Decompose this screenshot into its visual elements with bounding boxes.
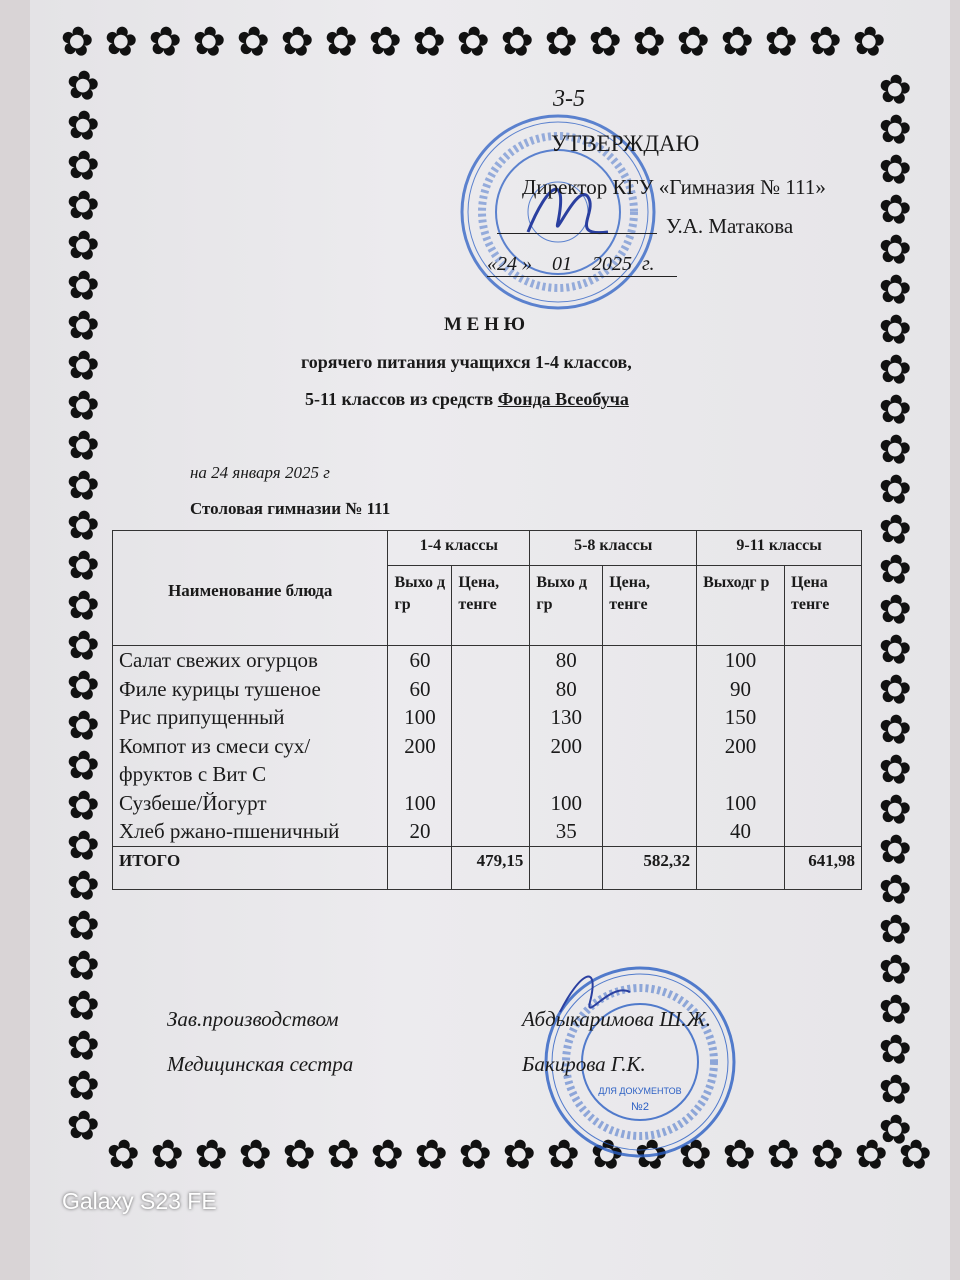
flower-ornament-icon: ✿ <box>806 1129 847 1181</box>
dish-price <box>452 646 530 675</box>
flower-ornament-icon: ✿ <box>62 620 103 672</box>
flower-ornament-icon: ✿ <box>320 16 361 68</box>
dish-price <box>785 789 862 818</box>
dish-price <box>452 675 530 704</box>
total-row <box>113 846 862 889</box>
flower-ornament-icon: ✿ <box>874 584 915 636</box>
dish-price <box>785 732 862 789</box>
header-price: Цена, тенге <box>452 566 530 646</box>
flower-ornament-icon: ✿ <box>232 16 273 68</box>
header-yield: Выхо д гр <box>388 566 452 646</box>
menu-date: на 24 января 2025 г <box>190 463 330 482</box>
dish-yield: 80 <box>530 646 603 675</box>
flower-ornament-icon: ✿ <box>144 16 185 68</box>
table-row <box>113 703 862 732</box>
dish-price <box>452 703 530 732</box>
dish-yield: 200 <box>530 732 603 789</box>
flower-ornament-icon: ✿ <box>62 980 103 1032</box>
flower-ornament-icon: ✿ <box>62 1060 103 1112</box>
flower-ornament-icon: ✿ <box>276 16 317 68</box>
dish-price <box>785 646 862 675</box>
dish-yield: 60 <box>388 675 452 704</box>
dish-price <box>785 817 862 846</box>
flower-ornament-icon: ✿ <box>454 1129 495 1181</box>
flower-ornament-icon: ✿ <box>62 140 103 192</box>
flower-ornament-icon: ✿ <box>62 1100 103 1152</box>
flower-ornament-icon: ✿ <box>716 16 757 68</box>
flower-ornament-icon: ✿ <box>874 304 915 356</box>
flower-ornament-icon: ✿ <box>62 1020 103 1072</box>
flower-ornament-icon: ✿ <box>62 660 103 712</box>
flower-ornament-icon: ✿ <box>62 260 103 312</box>
dish-yield: 150 <box>697 703 785 732</box>
flower-ornament-icon: ✿ <box>874 64 915 116</box>
dish-yield: 200 <box>388 732 452 789</box>
flower-ornament-icon: ✿ <box>874 704 915 756</box>
flower-ornament-icon: ✿ <box>874 344 915 396</box>
header-yield: Выходг р <box>697 566 785 646</box>
flower-ornament-icon: ✿ <box>874 1024 915 1076</box>
dish-name: Хлеб ржано-пшеничный <box>113 817 388 846</box>
flower-ornament-icon: ✿ <box>62 500 103 552</box>
dish-price <box>603 732 697 789</box>
svg-text:ДЛЯ ДОКУМЕНТОВ: ДЛЯ ДОКУМЕНТОВ <box>598 1086 682 1096</box>
approval-title: УТВЕРЖДАЮ <box>551 131 700 156</box>
flower-ornament-icon: ✿ <box>630 1129 671 1181</box>
flower-ornament-icon: ✿ <box>874 904 915 956</box>
dish-name: Филе курицы тушеное <box>113 675 388 704</box>
flower-ornament-icon: ✿ <box>542 1129 583 1181</box>
flower-ornament-icon: ✿ <box>62 420 103 472</box>
dish-price <box>603 789 697 818</box>
dish-yield: 200 <box>697 732 785 789</box>
flower-ornament-icon: ✿ <box>62 540 103 592</box>
header-group-5-8: 5-8 классы <box>530 531 697 566</box>
date-suffix: г. <box>642 253 655 275</box>
flower-ornament-icon: ✿ <box>234 1129 275 1181</box>
dish-yield: 100 <box>388 789 452 818</box>
flower-ornament-icon: ✿ <box>408 16 449 68</box>
header-price: Цена тенге <box>785 566 862 646</box>
dish-price <box>785 675 862 704</box>
flower-ornament-icon: ✿ <box>874 144 915 196</box>
menu-subtitle-1: горячего питания учащихся 1-4 классов, <box>301 352 632 372</box>
flower-ornament-icon: ✿ <box>102 1129 143 1181</box>
dish-yield: 60 <box>388 646 452 675</box>
menu-title: М Е Н Ю <box>444 314 526 335</box>
flower-ornament-icon: ✿ <box>874 464 915 516</box>
flower-ornament-icon: ✿ <box>62 300 103 352</box>
flower-ornament-icon: ✿ <box>848 16 889 68</box>
flower-ornament-icon: ✿ <box>874 664 915 716</box>
header-price: Цена, тенге <box>603 566 697 646</box>
date-month: 01 <box>552 253 572 275</box>
flower-ornament-icon: ✿ <box>874 384 915 436</box>
dish-yield: 20 <box>388 817 452 846</box>
flower-ornament-icon: ✿ <box>146 1129 187 1181</box>
approval-date <box>487 253 677 277</box>
flower-ornament-icon: ✿ <box>62 60 103 112</box>
flower-ornament-icon: ✿ <box>804 16 845 68</box>
flower-ornament-icon: ✿ <box>364 16 405 68</box>
flower-ornament-icon: ✿ <box>410 1129 451 1181</box>
total-9-11: 641,98 <box>785 846 862 889</box>
flower-ornament-icon: ✿ <box>452 16 493 68</box>
flower-ornament-icon: ✿ <box>62 340 103 392</box>
flower-ornament-icon: ✿ <box>62 940 103 992</box>
svg-text:№2: №2 <box>631 1101 649 1113</box>
flower-ornament-icon: ✿ <box>628 16 669 68</box>
signature-name-nurse: Бакирова Г.К. <box>522 1052 646 1076</box>
approver-name: У.А. Матакова <box>666 214 794 238</box>
flower-ornament-icon: ✿ <box>62 780 103 832</box>
date-day: «24 » <box>487 253 532 275</box>
flower-ornament-icon: ✿ <box>496 16 537 68</box>
flower-ornament-icon: ✿ <box>874 224 915 276</box>
flower-ornament-icon: ✿ <box>874 624 915 676</box>
dish-price <box>603 675 697 704</box>
empty-cell <box>388 846 452 889</box>
flower-ornament-icon: ✿ <box>62 220 103 272</box>
flower-ornament-icon: ✿ <box>498 1129 539 1181</box>
dish-yield: 80 <box>530 675 603 704</box>
dish-name: Сузбеше/Йогурт <box>113 789 388 818</box>
flower-ornament-icon: ✿ <box>366 1129 407 1181</box>
flower-ornament-icon: ✿ <box>278 1129 319 1181</box>
flower-ornament-icon: ✿ <box>62 580 103 632</box>
subtitle-prefix: 5-11 классов из средств <box>305 389 498 409</box>
dish-price <box>603 703 697 732</box>
signature-role-nurse: Медицинская сестра <box>167 1052 354 1076</box>
flower-ornament-icon: ✿ <box>100 16 141 68</box>
menu-subtitle-2 <box>305 389 629 410</box>
flower-ornament-icon: ✿ <box>322 1129 363 1181</box>
flower-ornament-icon: ✿ <box>874 944 915 996</box>
flower-ornament-icon: ✿ <box>874 1104 915 1156</box>
flower-ornament-icon: ✿ <box>894 1129 935 1181</box>
table-row <box>113 789 862 818</box>
canteen-name: Столовая гимназии № 111 <box>190 499 391 518</box>
flower-ornament-icon: ✿ <box>190 1129 231 1181</box>
flower-ornament-icon: ✿ <box>62 820 103 872</box>
header-group-9-11: 9-11 классы <box>697 531 862 566</box>
flower-ornament-icon: ✿ <box>874 984 915 1036</box>
flower-ornament-icon: ✿ <box>762 1129 803 1181</box>
table-row <box>113 675 862 704</box>
flower-ornament-icon: ✿ <box>672 16 713 68</box>
flower-ornament-icon: ✿ <box>874 424 915 476</box>
dish-price <box>603 817 697 846</box>
dish-yield: 130 <box>530 703 603 732</box>
signature-role-production: Зав.производством <box>167 1007 339 1031</box>
signature-line <box>497 233 657 234</box>
flower-ornament-icon: ✿ <box>56 16 97 68</box>
flower-ornament-icon: ✿ <box>874 104 915 156</box>
flower-ornament-icon: ✿ <box>584 16 625 68</box>
dish-yield: 100 <box>697 789 785 818</box>
flower-ornament-icon: ✿ <box>62 100 103 152</box>
dish-name: Компот из смеси сух/фруктов с Вит С <box>113 732 388 789</box>
dish-price <box>603 646 697 675</box>
header-yield: Выхо д гр <box>530 566 603 646</box>
dish-price <box>452 732 530 789</box>
dish-price <box>785 703 862 732</box>
flower-ornament-icon: ✿ <box>874 504 915 556</box>
flower-ornament-icon: ✿ <box>62 740 103 792</box>
flower-ornament-icon: ✿ <box>718 1129 759 1181</box>
flower-ornament-icon: ✿ <box>874 744 915 796</box>
dish-yield: 90 <box>697 675 785 704</box>
table-row <box>113 817 862 846</box>
flower-ornament-icon: ✿ <box>874 784 915 836</box>
flower-ornament-icon: ✿ <box>760 16 801 68</box>
table-row <box>113 646 862 675</box>
flower-ornament-icon: ✿ <box>874 264 915 316</box>
empty-cell <box>697 846 785 889</box>
dish-yield: 100 <box>697 646 785 675</box>
flower-ornament-icon: ✿ <box>874 864 915 916</box>
flower-ornament-icon: ✿ <box>188 16 229 68</box>
flower-ornament-icon: ✿ <box>62 180 103 232</box>
total-label: ИТОГО <box>113 846 388 889</box>
flower-ornament-icon: ✿ <box>874 544 915 596</box>
fund-name: Фонда Всеобуча <box>497 389 629 409</box>
flower-ornament-icon: ✿ <box>850 1129 891 1181</box>
document-number: 3-5 <box>553 86 585 112</box>
header-group-1-4: 1-4 классы <box>388 531 530 566</box>
dish-yield: 100 <box>388 703 452 732</box>
header-dish-name: Наименование блюда <box>113 531 388 646</box>
flower-ornament-icon: ✿ <box>874 184 915 236</box>
dish-price <box>452 789 530 818</box>
approval-position: Директор КГУ «Гимназия № 111» <box>522 175 826 199</box>
table-row <box>113 732 862 789</box>
dish-yield: 40 <box>697 817 785 846</box>
flower-ornament-icon: ✿ <box>540 16 581 68</box>
flower-ornament-icon: ✿ <box>62 900 103 952</box>
dish-name: Рис припущенный <box>113 703 388 732</box>
flower-ornament-icon: ✿ <box>62 860 103 912</box>
dish-yield: 35 <box>530 817 603 846</box>
flower-ornament-icon: ✿ <box>874 824 915 876</box>
camera-watermark: Galaxy S23 FE <box>62 1188 217 1214</box>
flower-ornament-icon: ✿ <box>62 700 103 752</box>
flower-ornament-icon: ✿ <box>874 1064 915 1116</box>
dish-name: Салат свежих огурцов <box>113 646 388 675</box>
menu-table <box>112 530 862 890</box>
total-1-4: 479,15 <box>452 846 530 889</box>
empty-cell <box>530 846 603 889</box>
dish-price <box>452 817 530 846</box>
signature-name-production: Абдыкаримова Ш.Ж. <box>522 1007 711 1031</box>
flower-ornament-icon: ✿ <box>674 1129 715 1181</box>
date-year: 2025 <box>592 253 632 275</box>
flower-ornament-icon: ✿ <box>62 460 103 512</box>
flower-ornament-icon: ✿ <box>62 380 103 432</box>
flower-ornament-icon: ✿ <box>586 1129 627 1181</box>
total-5-8: 582,32 <box>603 846 697 889</box>
dish-yield: 100 <box>530 789 603 818</box>
